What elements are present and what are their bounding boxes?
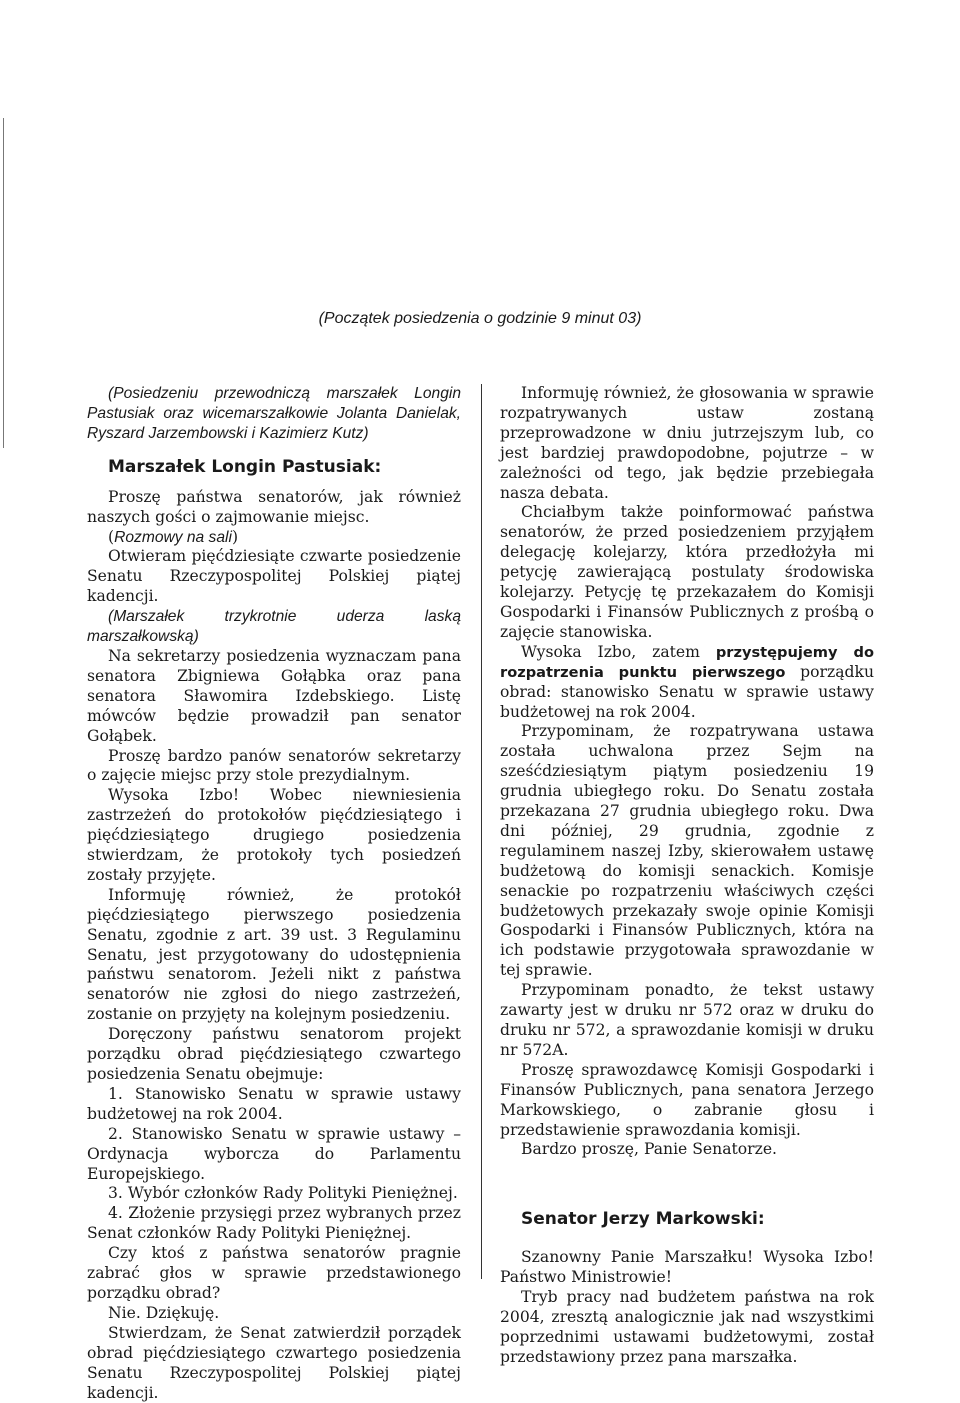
session-start-note: (Początek posiedzenia o godzinie 9 minut 03) (318, 310, 642, 327)
paragraph: Proszę sprawozdawcę Komisji Gospodarki i Finansów Publicznych, pana senatora Jerzego Markowskiego, o zabranie głosu i przedstawienie sprawozdania komisji. (500, 1060, 874, 1139)
presidium-note: (Posiedzeniu przewodniczą marszałek Longin Pastusiak oraz wicemarszałkowie Jolanta Danielak, Ryszard Jarzembowski i Kazimierz Kutz) (87, 385, 461, 442)
paragraph: Wysoka Izbo! Wobec niewniesienia zastrzeżeń do protokołów pięćdziesiątego i pięćdziesiątego drugiego posiedzenia stwierdzam, że protokoły tych posiedzeń zostały przyjęte. (87, 786, 461, 884)
paragraph-text: Wysoka Izbo, zatem (521, 642, 716, 661)
paragraph: Informuję również, że głosowania w sprawie rozpatrywanych ustaw zostaną przeprowadzone w dniu jutrzejszym lub, co jest bardziej prawdopodobne, pojutrze – w zależności od tego, jak będzie przebiegała nasza debata. (500, 384, 874, 502)
paren-close: ) (231, 527, 239, 546)
paragraph: Na sekretarzy posiedzenia wyznaczam pana senatora Zbigniewa Gołąbka oraz pana senatora Sławomira Izdebskiego. Listę mówców będzie prowadził pan senator Gołąbek. (87, 646, 461, 745)
agenda-item-3: 3. Wybór członków Rady Polityki Pieniężnej. (108, 1184, 458, 1203)
agenda-item-1: 1. Stanowisko Senatu w sprawie ustawy budżetowej na rok 2004. (87, 1084, 461, 1123)
agenda-item-2: 2. Stanowisko Senatu w sprawie ustawy – Ordynacja wyborcza do Parlamentu Europejskiego. (87, 1124, 461, 1183)
paragraph-text: porządku obrad: stanowisko Senatu w sprawie ustawy budżetowej na rok 2004. (500, 662, 874, 721)
paragraph (500, 643, 874, 723)
paren-open: ( (108, 527, 115, 546)
speaker-heading: Marszałek Longin Pastusiak: (108, 456, 382, 477)
speaker-heading: Senator Jerzy Markowski: (521, 1209, 765, 1230)
paragraph: Bardzo proszę, Panie Senatorze. (521, 1140, 778, 1159)
paragraph: Przypominam ponadto, że tekst ustawy zawarty jest w druku nr 572 oraz w druku do druku nr 572, a sprawozdanie komisji w druku nr 572A. (500, 981, 874, 1059)
stage-direction (87, 528, 461, 548)
paragraph: Chciałbym także poinformować państwa senatorów, że przed posiedzeniem przyjąłem delegację kolejarzy, która przedłożyła mi petycję zawierającą postulaty środowiska kolejarzy. Petycję tę przekazałem do Komisji Gospodarki i Finansów Publicznych z prośbą o zajęcie stanowiska. (500, 503, 874, 641)
stage-direction: (Marszałek trzykrotnie uderza laską marszałkowską) (87, 608, 461, 646)
left-column (87, 384, 461, 1403)
paragraph: Tryb pracy nad budżetem państwa na rok 2004, zresztą analogicznie jak nad wszystkimi poprzednimi ustawami budżetowymi, został przedstawiony przez pana marszałka. (500, 1288, 874, 1366)
paragraph: Informuję również, że protokół pięćdziesiątego pierwszego posiedzenia Senatu, zgodnie z art. 39 ust. 3 Regulaminu Senatu, jest przygotowany do udostępnienia państwu senatorom. Jeżeli nikt z państwa senatorów nie zgłosi do niego zastrzeżeń, zostanie on przyjęty na kolejnym posiedzeniu. (87, 885, 461, 1024)
paragraph: Otwieram pięćdziesiąte czwarte posiedzenie Senatu Rzeczypospolitej Polskiej piątej kadencji. (87, 547, 461, 606)
paragraph: Proszę państwa senatorów, jak również naszych gości o zajmowanie miejsc. (87, 487, 461, 526)
paragraph: Nie. Dziękuję. (108, 1303, 220, 1322)
column-divider (481, 384, 482, 1279)
right-column (500, 384, 874, 1368)
paragraph: Czy ktoś z państwa senatorów pragnie zabrać głos w sprawie przedstawionego porządku obrad? (87, 1244, 461, 1302)
paragraph: Przypominam, że rozpatrywana ustawa została uchwalona przez Sejm na sześćdziesiątym piątym posiedzeniu 19 grudnia ubiegłego roku. Do Senatu została przekazana 27 grudnia ubiegłego roku. Dwa dni później, 29 grudnia, zgodnie z regulaminem naszej Izby, skierowałem ustawę budżetową do komisji senackich. Komisje senackie po rozpatrzeniu właściwych części budżetowych przekazały swoje opinie Komisji Gospodarki i Finansów Publicznych, która na ich podstawie przygotowała sprawozdanie w tej sprawie. (500, 722, 874, 980)
paragraph: Doręczony państwu senatorom projekt porządku obrad pięćdziesiątego czwartego posiedzenia Senatu obejmuje: (87, 1025, 461, 1083)
emphasis-text: przystępujemy do rozpatrzenia punktu pierwszego (500, 643, 874, 681)
paragraph: Szanowny Panie Marszałku! Wysoka Izbo! Państwo Ministrowie! (500, 1248, 874, 1287)
stage-direction-text: Rozmowy na sali (114, 528, 232, 546)
page-edge-rule (3, 118, 4, 448)
agenda-item-4: 4. Złożenie przysięgi przez wybranych przez Senat członków Rady Polityki Pieniężnej. (87, 1204, 461, 1243)
paragraph: Proszę bardzo panów senatorów sekretarzy o zajęcie miejsc przy stole prezydialnym. (87, 746, 461, 785)
paragraph: Stwierdzam, że Senat zatwierdził porządek obrad pięćdziesiątego czwartego posiedzenia Senatu Rzeczypospolitej Polskiej piątej kadencji. (87, 1323, 461, 1402)
